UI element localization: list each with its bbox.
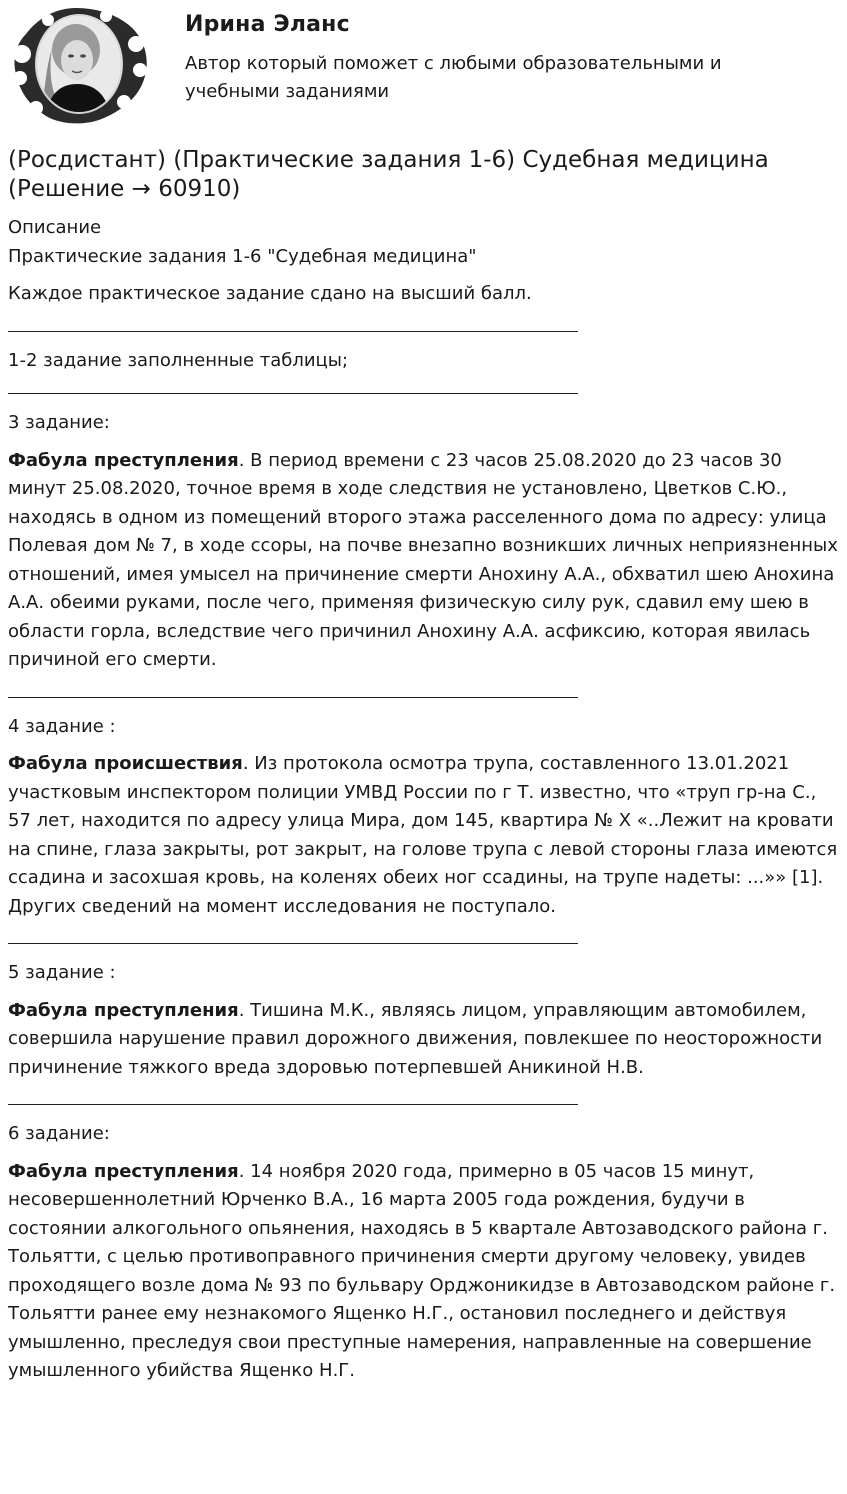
task-6-text: . 14 ноября 2020 года, примерно в 05 часов 15 минут, несовершеннолетний Юрченко В.А., 16 марта 2005 года рождения, будучи в состоянии алкогольного опьянения, находясь в 5 квартале Автозаводского района г. Тольятти, с целью противоправного причинения смерти другому человеку, увидев проходящего возле дома № 93 по бульвару Орджоникидзе в Автозаводском районе г. Тольятти ранее ему незнакомого Ященко Н.Г., остановил последнего и действуя умышленно, преследуя свои преступные намерения, направленные на совершение умышленного убийства Ященко Н.Г. (8, 1160, 836, 1381)
task-5-label: 5 задание : (8, 962, 116, 983)
task-5-lead: Фабула преступления (8, 999, 239, 1021)
document-content (8, 146, 844, 1386)
task-3-label: 3 задание: (8, 412, 110, 433)
task-4-body (8, 750, 844, 921)
task-4-text: . Из протокола осмотра трупа, составленного 13.01.2021 участковым инспектором полиции УМВД России по г Т. известно, что «труп гр-на С., 57 лет, находится по адресу улица Мира, дом 145, квартира № Х «..Лежит на кровати на спине, глаза закрыты, рот закрыт, на голове трупа с левой стороны глаза имеются ссадина и засохшая кровь, на коленях обеих ног ссадины, на трупе надеты: ...»» [1]. Других сведений на момент исследования не поступало. (8, 753, 838, 917)
author-avatar (6, 4, 152, 128)
avatar-photo-icon (6, 4, 152, 128)
page-title: (Росдистант) (Практические задания 1-6) Судебная медицина (Решение → 60910) (8, 147, 769, 202)
task-6-label: 6 задание: (8, 1123, 110, 1144)
description-heading: Описание (8, 217, 102, 238)
document-subtitle: Практические задания 1-6 "Судебная медицина" (8, 245, 477, 267)
task-6-body (8, 1158, 844, 1386)
task-6-lead: Фабула преступления (8, 1160, 239, 1182)
task-4-label: 4 задание : (8, 715, 116, 737)
task-5-text: . Тишина М.К., являясь лицом, управляющим автомобилем, совершила нарушение правил дорожного движения, повлекшее по неосторожности причинение тяжкого вреда здоровью потерпевшей Аникиной Н.В. (8, 999, 823, 1078)
task-3-text: . В период времени с 23 часов 25.08.2020 до 23 часов 30 минут 25.08.2020, точное время в ходе следствия не установлено, Цветков С.Ю., находясь в одном из помещений второго этажа расселенного дома по адресу: улица Полевая дом № 7, в ходе ссоры, на почве внезапно возникших личных неприязненных отношений, имея умысел на причинение смерти Анохину А.А., обхватил шею Анохина А.А. обеими руками, после чего, применяя физическую силу рук, сдавил ему шею в области горла, вследствие чего причинил Анохину А.А. асфиксию, которая явилась причиной его смерти. (8, 449, 838, 670)
task-1-2-text: 1-2 задание заполненные таблицы; (8, 349, 349, 371)
author-description: Автор который поможет с любыми образовательными и учебными заданиями (185, 53, 722, 102)
author-name: Ирина Эланс (185, 12, 350, 37)
task-3-body (8, 447, 844, 675)
author-block (0, 0, 847, 135)
document-intro: Каждое практическое задание сдано на высший балл. (8, 283, 532, 304)
task-3-lead: Фабула преступления (8, 449, 239, 471)
task-4-lead: Фабула происшествия (8, 753, 243, 774)
task-5-body (8, 997, 844, 1083)
